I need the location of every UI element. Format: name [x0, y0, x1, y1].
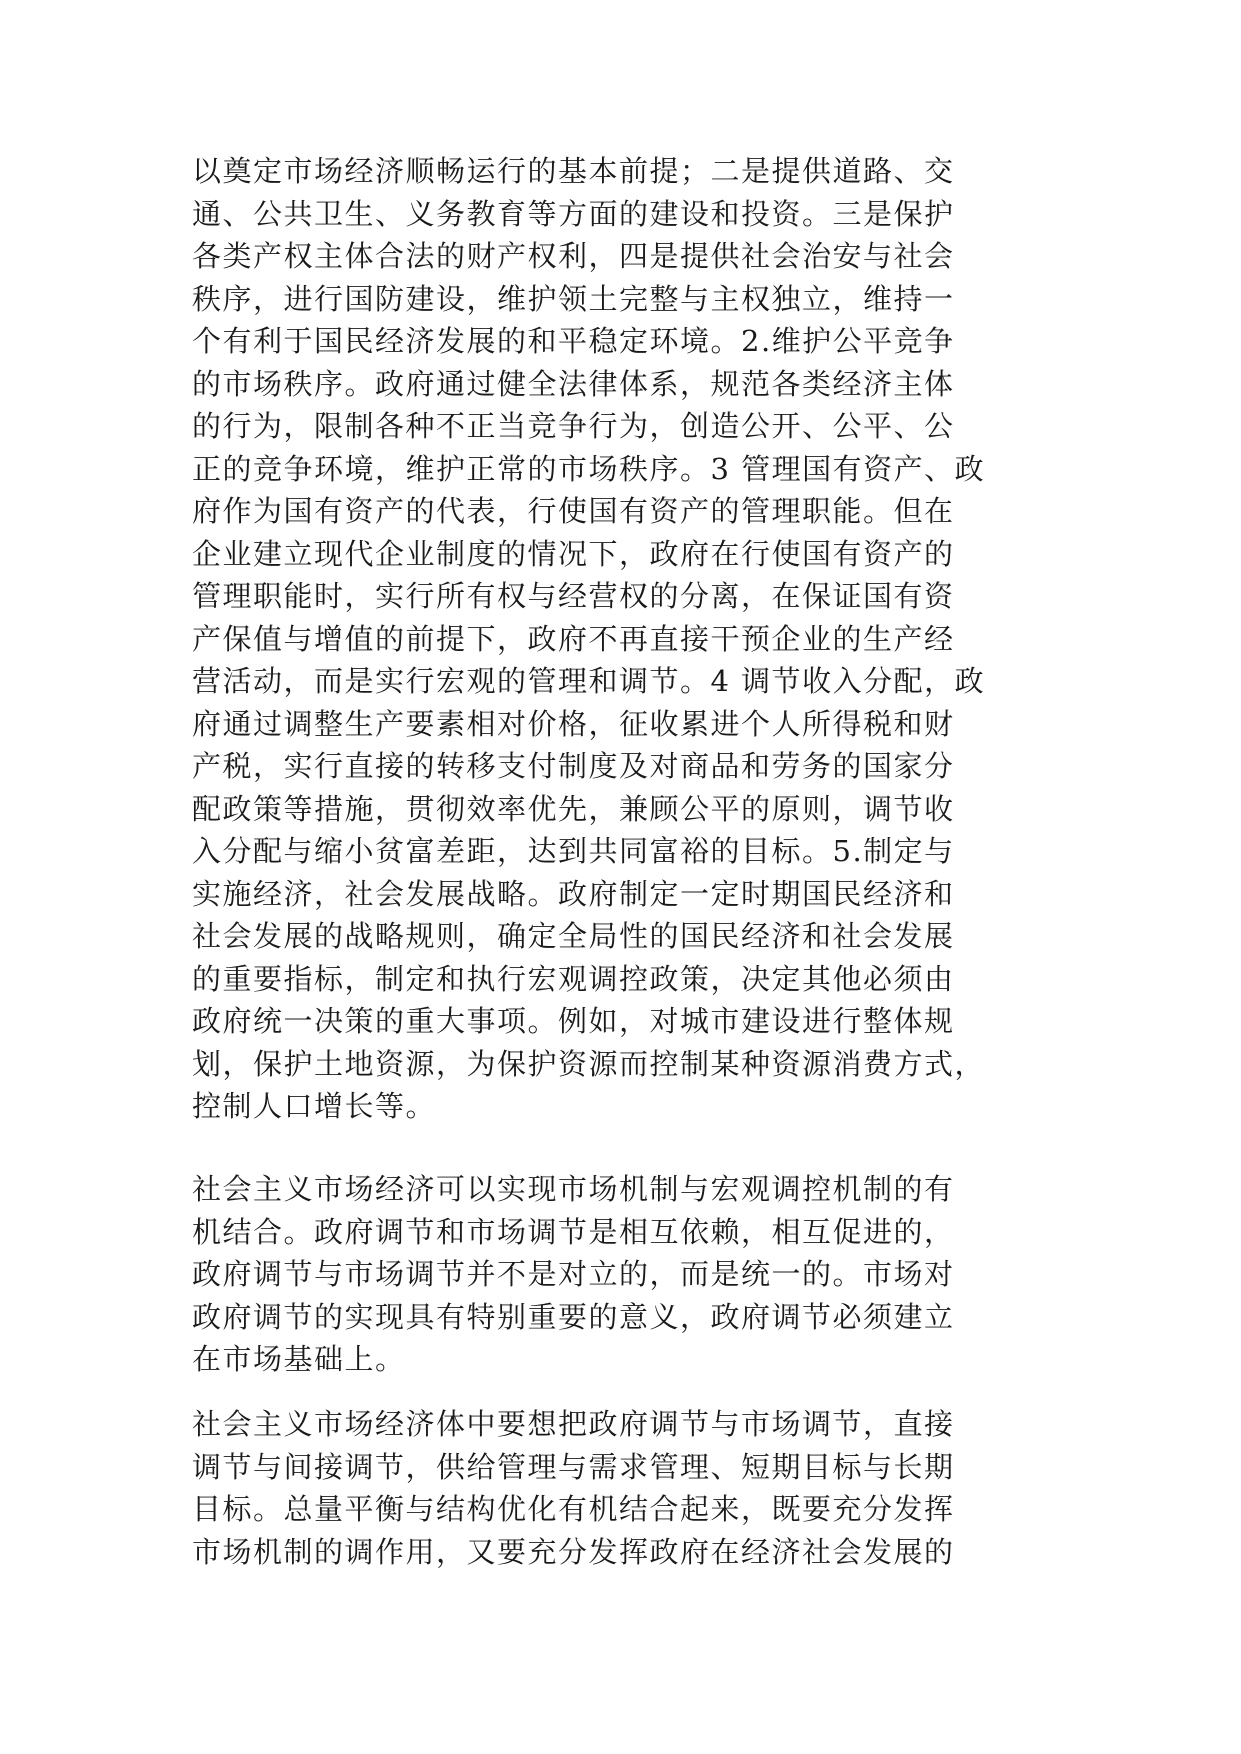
- text-line: 政府调节的实现具有特别重要的意义，政府调节必须建立: [192, 1299, 955, 1334]
- text-line: 府通过调整生产要素相对价格，征收累进个人所得税和财: [192, 706, 955, 741]
- text-line: 企业建立现代企业制度的情况下，政府在行使国有资产的: [192, 536, 955, 571]
- text-line: 社会主义市场经济可以实现市场机制与宏观调控机制的有: [192, 1172, 955, 1206]
- text-line: 产保值与增值的前提下，政府不再直接干预企业的生产经: [192, 621, 955, 656]
- text-line: 在市场基础上。: [192, 1342, 406, 1376]
- text-line: 的重要指标，制定和执行宏观调控政策，决定其他必须由: [192, 961, 955, 996]
- text-line: 控制人口增长等。: [192, 1089, 437, 1123]
- text-line: 社会发展的战略规则，确定全局性的国民经济和社会发展: [192, 919, 955, 953]
- text-line: 个有利于国民经济发展的和平稳定环境。2.维护公平竞争: [192, 324, 955, 358]
- text-line: 的行为，限制各种不正当竞争行为，创造公开、公平、公: [192, 409, 955, 443]
- text-line: 机结合。政府调节和市场调节是相互依赖，相互促进的，: [192, 1214, 955, 1249]
- text-line: 营活动，而是实行宏观的管理和调节。4 调节收入分配，政: [192, 664, 986, 698]
- text-line: 的市场秩序。政府通过健全法律体系，规范各类经济主体: [192, 366, 955, 401]
- text-line: 市场机制的调作用，又要充分发挥政府在经济社会发展的: [192, 1534, 955, 1569]
- text-line: 正的竞争环境，维护正常的市场秩序。3 管理国有资产、政: [192, 451, 986, 486]
- text-line: 以奠定市场经济顺畅运行的基本前提；二是提供道路、交: [192, 154, 955, 188]
- paragraph-1: [192, 150, 1072, 1128]
- text-line: 政府统一决策的重大事项。例如，对城市建设进行整体规: [192, 1004, 955, 1038]
- text-line: 目标。总量平衡与结构优化有机结合起来，既要充分发挥: [192, 1492, 955, 1526]
- text-line: 产税，实行直接的转移支付制度及对商品和劳务的国家分: [192, 749, 955, 783]
- text-line: 政府调节与市场调节并不是对立的，而是统一的。市场对: [192, 1257, 955, 1291]
- text-line: 府作为国有资产的代表，行使国有资产的管理职能。但在: [192, 494, 955, 528]
- text-line: 划，保护土地资源，为保护资源而控制某种资源消费方式，: [192, 1046, 986, 1081]
- text-line: 通、公共卫生、义务教育等方面的建设和投资。三是保护: [192, 196, 955, 231]
- text-line: 秩序，进行国防建设，维护领土完整与主权独立，维持一: [192, 281, 955, 316]
- paragraph-3: [192, 1403, 1072, 1573]
- text-line: 调节与间接调节，供给管理与需求管理、短期目标与长期: [192, 1449, 955, 1484]
- text-line: 配政策等措施，贯彻效率优先，兼顾公平的原则，调节收: [192, 791, 955, 826]
- text-line: 各类产权主体合法的财产权利，四是提供社会治安与社会: [192, 239, 955, 273]
- text-line: 入分配与缩小贫富差距，达到共同富裕的目标。5.制定与: [192, 834, 955, 868]
- text-line: 实施经济，社会发展战略。政府制定一定时期国民经济和: [192, 876, 955, 911]
- text-line: 管理职能时，实行所有权与经营权的分离，在保证国有资: [192, 579, 955, 613]
- paragraph-2: [192, 1168, 1072, 1381]
- text-line: 社会主义市场经济体中要想把政府调节与市场调节，直接: [192, 1407, 955, 1441]
